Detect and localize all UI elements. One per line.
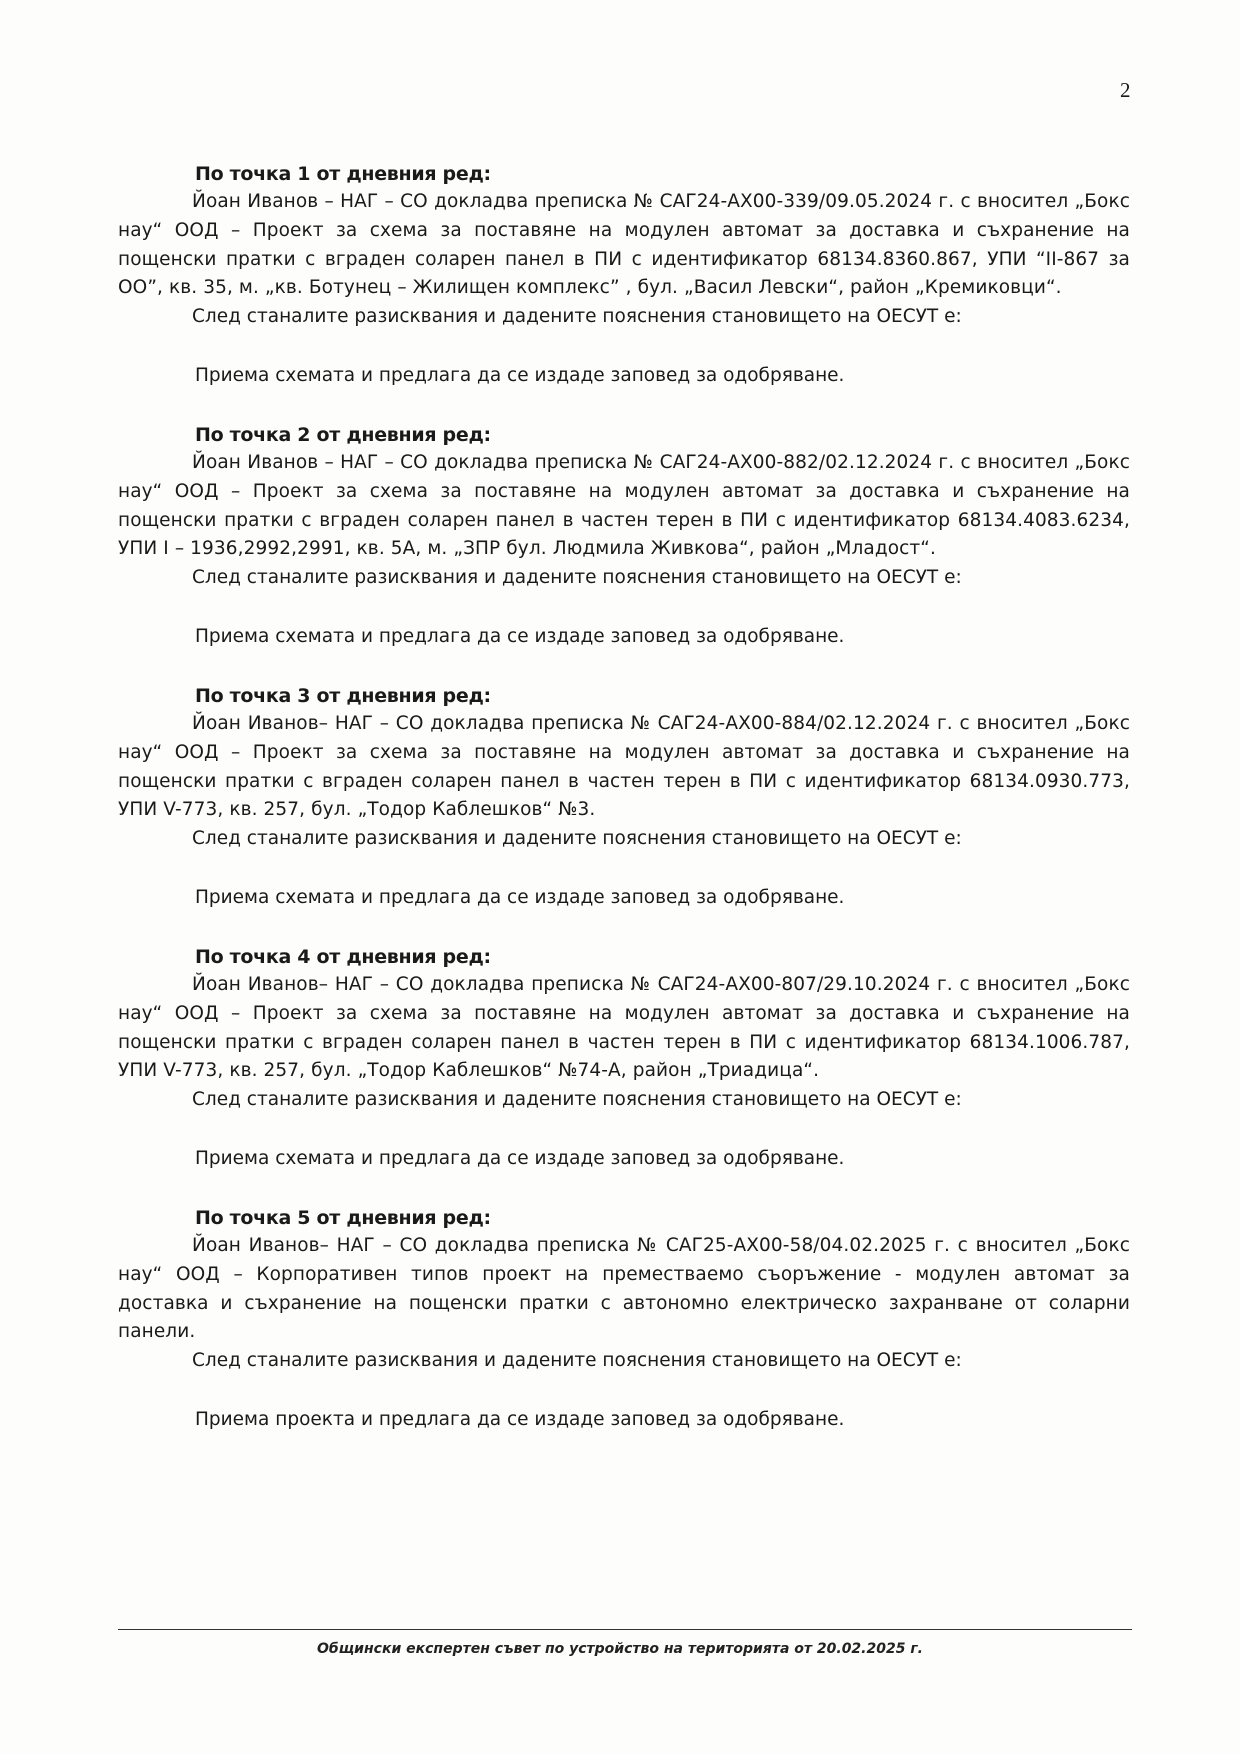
agenda-item-heading: По точка 1 от дневния ред:	[195, 163, 491, 185]
agenda-item-heading: По точка 4 от дневния ред:	[195, 945, 491, 968]
agenda-item-heading: По точка 5 от дневния ред:	[195, 1206, 491, 1229]
agenda-item-discussion: След станалите разисквания и дадените пояснения становището на ОЕСУТ е:	[192, 567, 962, 589]
page-number: 2	[1120, 78, 1131, 102]
agenda-item-report: Йоан Иванов – НАГ – СО докладва преписка № САГ24-АХ00-339/09.05.2024 г. с вносител „Бокс нау“ ООД – Проект за схема за поставяне на модулен автомат за доставка и съхранение на пощенски пратки с вграден соларен панел в ПИ с идентификатор 68134.8360.867, УПИ “ІІ-867 за ОО”, кв. 35, м. „кв. Ботунец – Жилищен комплекс” , бул. „Васил Левски“, район „Кремиковци“.	[118, 191, 1130, 299]
agenda-item-discussion: След станалите разисквания и дадените пояснения становището на ОЕСУТ е:	[192, 1350, 962, 1372]
agenda-item-discussion: След станалите разисквания и дадените пояснения становището на ОЕСУТ е:	[192, 1089, 962, 1111]
agenda-item-decision: Приема схемата и предлага да се издаде заповед за одобряване.	[195, 886, 845, 908]
agenda-item-heading: По точка 3 от дневния ред:	[195, 684, 491, 707]
page-footer: Общински експертен съвет по устройство на територията от 20.02.2025 г.	[317, 1641, 923, 1657]
agenda-item-discussion: След станалите разисквания и дадените пояснения становището на ОЕСУТ е:	[192, 306, 962, 328]
agenda-item-decision: Приема схемата и предлага да се издаде заповед за одобряване.	[195, 364, 845, 386]
agenda-item-2	[118, 421, 1130, 651]
agenda-item-3	[118, 682, 1130, 912]
agenda-item-heading: По точка 2 от дневния ред:	[195, 423, 491, 446]
agenda-item-discussion: След станалите разисквания и дадените пояснения становището на ОЕСУТ е:	[192, 828, 962, 850]
agenda-item-report: Йоан Иванов – НАГ – СО докладва преписка № САГ24-АХ00-882/02.12.2024 г. с вносител „Бокс нау“ ООД – Проект за схема за поставяне на модулен автомат за доставка и съхранение на пощенски пратки с вграден соларен панел в частен терен в ПИ с идентификатор 68134.4083.6234, УПИ І – 1936,2992,2991, кв. 5А, м. „ЗПР бул. Людмила Живкова“, район „Младост“.	[118, 451, 1130, 560]
agenda-item-1	[118, 160, 1130, 390]
footer-divider	[118, 1629, 1132, 1630]
document-body	[118, 160, 1130, 1465]
agenda-item-report: Йоан Иванов– НАГ – СО докладва преписка № САГ24-АХ00-884/02.12.2024 г. с вносител „Бокс нау“ ООД – Проект за схема за поставяне на модулен автомат за доставка и съхранение на пощенски пратки с вграден соларен панел в частен терен в ПИ с идентификатор 68134.0930.773, УПИ V-773, кв. 257, бул. „Тодор Каблешков“ №3.	[118, 712, 1130, 821]
agenda-item-4	[118, 943, 1130, 1173]
agenda-item-report: Йоан Иванов– НАГ – СО докладва преписка № САГ24-АХ00-807/29.10.2024 г. с вносител „Бокс нау“ ООД – Проект за схема за поставяне на модулен автомат за доставка и съхранение на пощенски пратки с вграден соларен панел в частен терен в ПИ с идентификатор 68134.1006.787, УПИ V-773, кв. 257, бул. „Тодор Каблешков“ №74-А, район „Триадица“.	[118, 973, 1130, 1082]
agenda-item-report: Йоан Иванов– НАГ – СО докладва преписка № САГ25-АХ00-58/04.02.2025 г. с вносител „Бокс нау“ ООД – Корпоративен типов проект на преместваемо съоръжение - модулен автомат за доставка и съхранение на пощенски пратки с автономно електрическо захранване от соларни панели.	[118, 1234, 1130, 1343]
agenda-item-decision: Приема схемата и предлага да се издаде заповед за одобряване.	[195, 625, 845, 647]
agenda-item-decision: Приема проекта и предлага да се издаде заповед за одобряване.	[195, 1408, 845, 1430]
agenda-item-decision: Приема схемата и предлага да се издаде заповед за одобряване.	[195, 1147, 845, 1169]
agenda-item-5	[118, 1204, 1130, 1434]
